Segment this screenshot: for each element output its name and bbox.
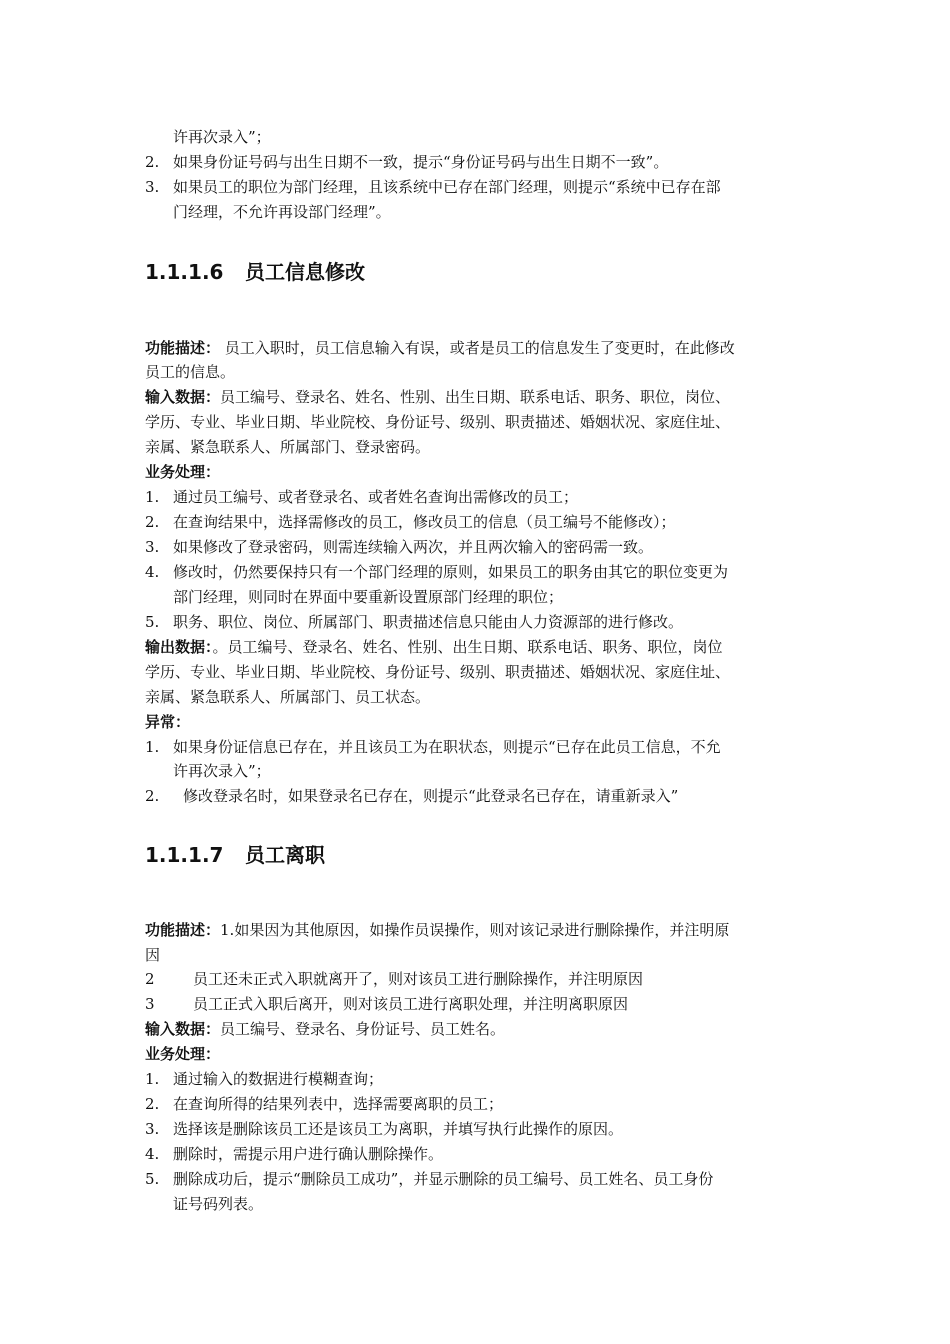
exception-item-2: 如果身份证号码与出生日期不一致，提示“身份证号码与出生日期不一致”。 — [173, 153, 669, 171]
field-label: 功能描述： — [145, 921, 221, 939]
field-label: 输入数据： — [145, 388, 221, 406]
field-text: 。员工编号、登录名、姓名、性别、出生日期、联系电话、职务、职位，岗位 — [212, 638, 723, 656]
list-item: 在查询结果中，选择需修改的员工，修改员工的信息（员工编号不能修改）； — [173, 513, 676, 531]
field-label: 输入数据： — [145, 1020, 221, 1038]
list-item: 在查询所得的结果列表中，选择需要离职的员工； — [173, 1095, 504, 1113]
field-text: 员工编号、登录名、身份证号、员工姓名。 — [220, 1020, 506, 1038]
list-number: 2. — [145, 787, 160, 805]
input-data-continued: 亲属、紧急联系人、所属部门、登录密码。 — [145, 438, 431, 456]
function-description-item: 员工正式入职后离开，则对该员工进行离职处理，并注明离职原因 — [193, 995, 629, 1013]
list-number: 3. — [145, 538, 160, 556]
field-label: 业务处理： — [145, 463, 221, 481]
field-label: 业务处理： — [145, 1045, 221, 1063]
list-item: 修改登录名时，如果登录名已存在，则提示“此登录名已存在，请重新录入” — [183, 787, 679, 805]
field-label: 输出数据： — [145, 638, 213, 656]
section-number: 1.1.1.7 — [145, 843, 224, 867]
exception-item-3-continued: 门经理，不允许再设部门经理”。 — [173, 203, 391, 221]
list-item: 如果身份证信息已存在，并且该员工为在职状态，则提示“已存在此员工信息，不允 — [173, 738, 721, 756]
section-number: 1.1.1.6 — [145, 260, 224, 284]
input-data — [145, 1019, 505, 1039]
field-label: 功能描述： — [145, 339, 221, 357]
list-number: 1. — [145, 488, 160, 506]
output-data — [145, 637, 723, 657]
list-number: 3. — [145, 1120, 160, 1138]
input-data-continued: 学历、专业、毕业日期、毕业院校、身份证号、级别、职责描述、婚姻状况、家庭住址、 — [145, 413, 731, 431]
input-data — [145, 387, 730, 407]
function-description-continued: 因 — [145, 946, 161, 964]
output-data-continued: 亲属、紧急联系人、所属部门、员工状态。 — [145, 688, 431, 706]
output-data-continued: 学历、专业、毕业日期、毕业院校、身份证号、级别、职责描述、婚姻状况、家庭住址、 — [145, 663, 731, 681]
list-number: 4. — [145, 1145, 160, 1163]
list-item-continued: 部门经理，则同时在界面中要重新设置原部门经理的职位； — [173, 588, 564, 606]
field-text: 员工编号、登录名、姓名、性别、出生日期、联系电话、职务、职位，岗位、 — [220, 388, 731, 406]
function-description-item: 员工还未正式入职就离开了，则对该员工进行删除操作，并注明原因 — [193, 970, 644, 988]
list-number: 5. — [145, 613, 160, 631]
list-item: 通过输入的数据进行模糊查询； — [173, 1070, 384, 1088]
function-description — [145, 920, 729, 940]
list-number: 1. — [145, 738, 160, 756]
list-item: 删除时，需提示用户进行确认删除操作。 — [173, 1145, 444, 1163]
list-item-continued: 许再次录入”； — [173, 762, 271, 780]
exception-item-3: 如果员工的职位为部门经理，且该系统中已存在部门经理，则提示“系统中已存在部 — [173, 178, 721, 196]
list-item: 通过员工编号、或者登录名、或者姓名查询出需修改的员工； — [173, 488, 579, 506]
field-text: 员工入职时，员工信息输入有误，或者是员工的信息发生了变更时，在此修改 — [220, 339, 735, 357]
list-item: 修改时，仍然要保持只有一个部门经理的原则，如果员工的职务由其它的职位变更为 — [173, 563, 729, 581]
section-heading — [145, 842, 325, 868]
field-text: 1.如果因为其他原因，如操作员误操作，则对该记录进行删除操作，并注明原 — [220, 921, 730, 939]
list-number: 2. — [145, 513, 160, 531]
list-number: 2 — [145, 970, 155, 988]
list-number: 2. — [145, 1095, 160, 1113]
list-item-continued: 证号码列表。 — [173, 1195, 264, 1213]
list-number: 2. — [145, 153, 160, 171]
field-label: 异常： — [145, 713, 191, 731]
function-description-continued: 员工的信息。 — [145, 363, 236, 381]
list-number: 1. — [145, 1070, 160, 1088]
list-number: 3. — [145, 178, 160, 196]
section-title: 员工信息修改 — [245, 260, 365, 284]
list-item: 如果修改了登录密码，则需连续输入两次，并且两次输入的密码需一致。 — [173, 538, 654, 556]
list-item: 职务、职位、岗位、所属部门、职责描述信息只能由人力资源部的进行修改。 — [173, 613, 684, 631]
list-item: 选择该是删除该员工还是该员工为离职，并填写执行此操作的原因。 — [173, 1120, 624, 1138]
list-number: 4. — [145, 563, 160, 581]
section-title: 员工离职 — [245, 843, 325, 867]
list-item: 删除成功后，提示“删除员工成功”，并显示删除的员工编号、员工姓名、员工身份 — [173, 1170, 714, 1188]
exception-item-1-continued: 许再次录入”； — [173, 128, 271, 146]
function-description — [145, 338, 735, 358]
section-heading — [145, 259, 365, 285]
list-number: 3 — [145, 995, 155, 1013]
list-number: 5. — [145, 1170, 160, 1188]
